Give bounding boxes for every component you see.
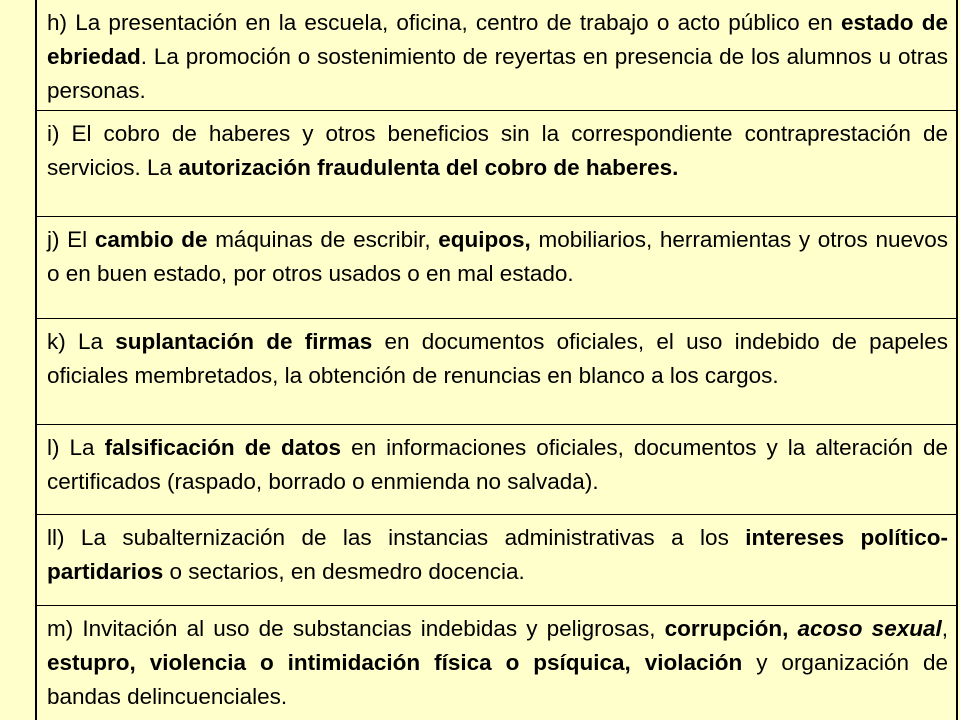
table-row-h (37, 0, 956, 111)
emphasized-text: falsificación de datos (104, 435, 342, 460)
table-row-j (37, 217, 956, 319)
body-text: , (941, 616, 948, 641)
emphasized-text: estupro, violencia o intimidación física o psíquica, violación (47, 650, 743, 675)
table-row-l (37, 425, 956, 515)
emphasized-text: estado de ebriedad (47, 10, 949, 69)
body-text: k) La (47, 329, 116, 354)
body-text: i) El cobro de haberes y otros beneficios sin la correspondiente contraprestación de servicios. La (47, 121, 948, 180)
body-text: m) Invitación al uso de substancias indebidas y peligrosas, (47, 616, 665, 641)
body-text: máquinas de escribir, (207, 227, 439, 252)
body-text: o sectarios, en desmedro docencia. (163, 559, 525, 584)
body-text: j) El (47, 227, 95, 252)
table-row-m (37, 606, 956, 720)
emphasized-text: acoso sexual (797, 616, 942, 641)
body-text: mobiliarios, herramientas y otros nuevos o en buen estado, por otros usados o en mal estado. (47, 227, 949, 286)
emphasized-text: suplantación de firmas (115, 329, 373, 354)
rules-table (35, 0, 958, 720)
emphasized-text: cambio de (94, 227, 208, 252)
emphasized-text: autorización fraudulenta del cobro de haberes. (178, 155, 679, 180)
table-row-ll (37, 515, 956, 606)
emphasized-text: corrupción, (664, 616, 789, 641)
table-row-k (37, 319, 956, 425)
table-row-i (37, 111, 956, 217)
emphasized-text: equipos, (438, 227, 531, 252)
body-text (788, 616, 797, 641)
body-text: h) La presentación en la escuela, oficina, centro de trabajo o acto público en (47, 10, 842, 35)
body-text: ll) La subalternización de las instancias administrativas a los (47, 525, 746, 550)
emphasized-text: intereses político-partidarios (47, 525, 949, 584)
body-text: l) La (47, 435, 105, 460)
body-text: y organización de bandas delincuenciales. (47, 650, 948, 709)
body-text: . La promoción o sostenimiento de reyertas en presencia de los alumnos u otras personas. (47, 44, 948, 103)
body-text: en informaciones oficiales, documentos y la alteración de certificados (raspado, borrado o enmienda no salvada). (47, 435, 949, 494)
body-text: en documentos oficiales, el uso indebido de papeles oficiales membretados, la obtención de renuncias en blanco a los cargos. (47, 329, 948, 388)
